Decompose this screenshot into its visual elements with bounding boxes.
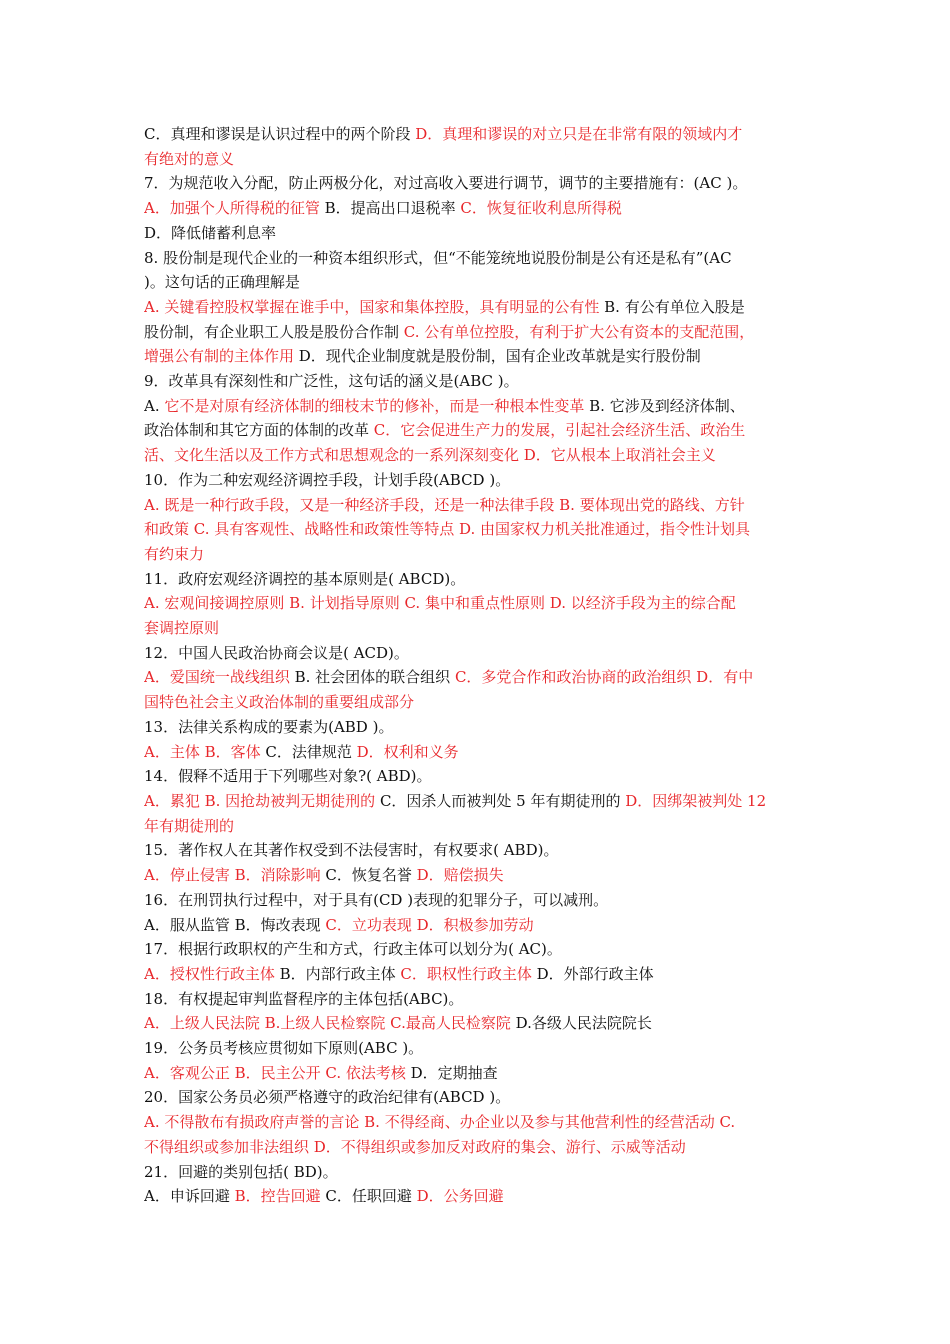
text-line [144,443,809,468]
answer-text: A．累犯 B. 因抢劫被判无期徒刑的 [144,791,380,810]
text-line [144,888,809,913]
question-text: 19．公务员考核应贯彻如下原则(ABC )。 [144,1039,424,1058]
question-text: D．降低储蓄利息率 [144,223,277,242]
text-line [144,838,809,863]
text-line [144,814,809,839]
question-text: 16．在刑罚执行过程中，对于具有(CD )表现的犯罪分子，可以减刑。 [144,890,609,909]
answer-text: 有绝对的意义 [144,149,235,168]
text-line [144,246,809,271]
text-line [144,715,809,740]
answer-text: A．授权性行政主体 [144,964,280,983]
text-line [144,1135,809,1160]
answer-text: C．恢复征收利息所得税 [460,199,622,218]
answer-text: A．上级人民法院 B.上级人民检察院 C.最高人民检察院 [144,1014,516,1033]
question-text: C．真理和谬误是认识过程中的两个阶段 [144,125,416,143]
answer-text: C．多党合作和政治协商的政治组织 D．有中 [454,668,754,687]
text-line [144,122,809,147]
answer-text: C. 公有单位控股，有利于扩大公有资本的支配范围， [403,322,755,341]
text-line [144,1085,809,1110]
question-text: 9．改革具有深刻性和广泛性，这句话的涵义是(ABC )。 [144,372,519,391]
answer-text: C．它会促进生产力的发展，引起社会经济生活、政治生 [373,421,746,440]
answer-text: 它不是对原有经济体制的细枝末节的修补，而是一种根本性变革 [164,396,590,415]
question-text: 11．政府宏观经济调控的基本原则是( ABCD)。 [144,569,466,588]
text-line [144,913,809,938]
text-line [144,567,809,592]
text-line [144,863,809,888]
text-line [144,1160,809,1185]
text-line [144,394,809,419]
answer-text: A．主体 B．客体 [144,742,266,761]
text-line [144,690,809,715]
question-text: B. 它涉及到经济体制、 [589,396,745,415]
text-line [144,221,809,246]
answer-text: A．加强个人所得税的征管 [144,199,325,218]
answer-text: D．因绑架被判处 12 [625,791,767,810]
question-text: 17．根据行政职权的产生和方式，行政主体可以划分为( AC)。 [144,940,562,959]
text-line [144,665,809,690]
text-line [144,1184,809,1209]
text-line [144,147,809,172]
question-text: D．定期抽查 [410,1063,498,1082]
answer-text: 国特色社会主义政治体制的重要组成部分 [144,693,415,712]
answer-text: B．控告回避 [234,1187,326,1206]
question-text: D．外部行政主体 [536,964,654,983]
answer-text: 不得组织或参加非法组织 D．不得组织或参加反对政府的集会、游行、示威等活动 [144,1137,686,1156]
text-line [144,740,809,765]
answer-text: 增强公有制的主体作用 [144,347,299,366]
question-text: 15．著作权人在其著作权受到不法侵害时，有权要求( ABD)。 [144,841,559,860]
text-line [144,468,809,493]
answer-text: 和政策 C. 具有客观性、战略性和政策性等特点 D. 由国家权力机关批准通过，指令性计划具 [144,520,751,539]
text-line [144,1011,809,1036]
question-text: C．任职回避 [325,1187,417,1206]
answer-text: 有约束力 [144,544,205,563]
answer-text: A. 关键看控股权掌握在谁手中，国家和集体控股，具有明显的公有性 [144,297,605,316]
text-line [144,962,809,987]
text-line [144,270,809,295]
answer-text: D．真理和谬误的对立只是在非常有限的领域内才 [415,125,743,143]
answer-text: A．爱国统一战线组织 [144,668,295,687]
text-line [144,344,809,369]
text-line [144,320,809,345]
text-line [144,937,809,962]
question-text: 股份制，有企业职工人股是股份合作制 [144,322,404,341]
question-text: B．提高出口退税率 [324,199,461,218]
question-text: D.各级人民法院院长 [515,1014,652,1033]
text-line [144,542,809,567]
answer-text: A．停止侵害 B．消除影响 [144,866,326,885]
answer-text: D．公务回避 [416,1187,504,1206]
question-text: 21．回避的类别包括( BD)。 [144,1162,338,1181]
text-line [144,789,809,814]
answer-text: C．立功表现 D．积极参加劳动 [325,915,534,934]
text-line [144,493,809,518]
text-line [144,987,809,1012]
answer-text: 年有期徒刑的 [144,816,235,835]
question-text: C．法律规范 [265,742,357,761]
question-text: 7．为规范收入分配，防止两极分化，对过高收入要进行调节，调节的主要措施有：(AC )。 [144,174,748,193]
text-line [144,1061,809,1086]
text-line [144,591,809,616]
text-line [144,369,809,394]
question-text: 13．法律关系构成的要素为(ABD )。 [144,717,394,736]
question-text: 8. 股份制是现代企业的一种资本组织形式，但“不能笼统地说股份制是公有还是私有”(AC [144,248,732,267]
answer-text: A. 宏观间接调控原则 B. 计划指导原则 C. 集中和重点性原则 D. 以经济手段为主的综合配 [144,594,736,613]
text-line [144,1110,809,1135]
text-line [144,616,809,641]
answer-text: A．客观公正 B．民主公开 C. 依法考核 [144,1063,411,1082]
document-page [144,122,809,1209]
text-line [144,196,809,221]
answer-text: 套调控原则 [144,619,220,638]
question-text: D．现代企业制度就是股份制，国有企业改革就是实行股份制 [298,347,701,366]
answer-text: D．权利和义务 [356,742,459,761]
answer-text: A. 不得散布有损政府声誉的言论 B. 不得经商、办企业以及参与其他营利性的经营活动 C. [144,1113,736,1132]
question-text: C．因杀人而被判处 5 年有期徒刑的 [379,791,626,810]
question-text: 20．国家公务员必须严格遵守的政治纪律有(ABCD )。 [144,1088,511,1107]
question-text: A. [144,396,165,415]
answer-text: C．职权性行政主体 [400,964,537,983]
question-text: B. 社会团体的联合组织 [294,668,455,687]
answer-text: A. 既是一种行政手段，又是一种经济手段，还是一种法律手段 B. 要体现出党的路线、方针 [144,495,745,514]
answer-text: 活、文化生活以及工作方式和思想观念的一系列深刻变化 D．它从根本上取消社会主义 [144,446,716,465]
question-text: 政治体制和其它方面的体制的改革 [144,421,374,440]
question-text: B．内部行政主体 [279,964,401,983]
text-line [144,1036,809,1061]
question-text: 10．作为二种宏观经济调控手段，计划手段(ABCD )。 [144,470,511,489]
text-line [144,517,809,542]
answer-text: D．赔偿损失 [416,866,504,885]
question-text: A．申诉回避 [144,1187,235,1206]
question-text: C．恢复名誉 [325,866,417,885]
question-text: B. 有公有单位入股是 [604,297,745,316]
question-text: 18．有权提起审判监督程序的主体包括(ABC)。 [144,989,464,1008]
text-line [144,764,809,789]
question-text: 14．假释不适用于下列哪些对象?( ABD)。 [144,767,432,786]
text-line [144,295,809,320]
question-text: 12．中国人民政治协商会议是( ACD)。 [144,643,409,662]
question-text: A．服从监管 B．悔改表现 [144,915,326,934]
text-line [144,171,809,196]
text-line [144,418,809,443]
text-line [144,641,809,666]
question-text: )。这句话的正确理解是 [144,273,300,292]
